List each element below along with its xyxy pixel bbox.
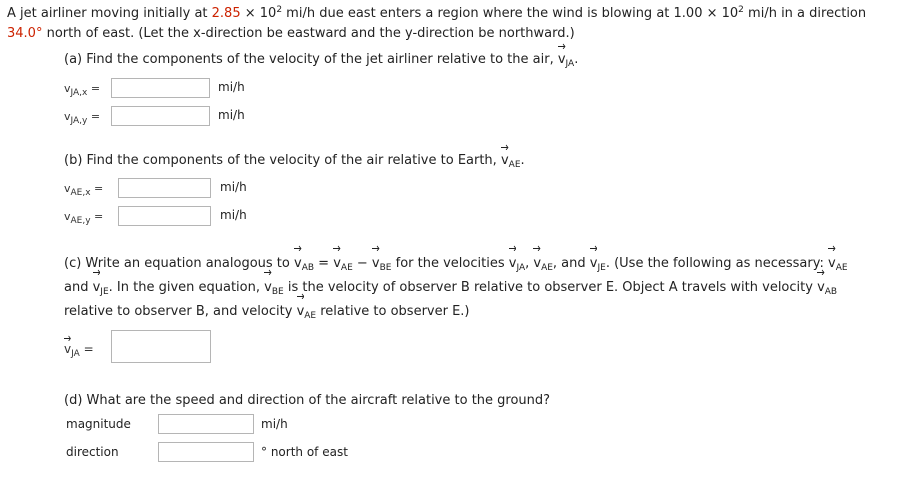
vector-symbol: v xyxy=(533,252,541,276)
vector-subscript: JA xyxy=(565,59,575,69)
vector-subscript: AE xyxy=(304,311,317,321)
vector-symbol: v xyxy=(509,252,517,276)
vae-x-input[interactable] xyxy=(118,178,211,198)
exponent: 2 xyxy=(738,5,744,15)
vector-subscript: BE xyxy=(379,263,392,273)
vector-subscript: JA xyxy=(71,349,80,359)
question-text: for the velocities xyxy=(391,256,509,271)
vector-subscript: JE xyxy=(597,263,606,273)
period: . xyxy=(520,153,525,168)
vector-subscript: AB xyxy=(301,263,315,273)
vector-arrow-icon xyxy=(558,43,566,49)
wind-angle: 34.0° xyxy=(7,26,43,41)
period: . xyxy=(574,52,579,67)
vja-answer-label xyxy=(64,342,94,359)
problem-text: × 10 xyxy=(240,6,277,21)
unit-label: ° north of east xyxy=(261,445,348,459)
vector-symbol: v xyxy=(297,300,305,324)
magnitude-label: magnitude xyxy=(66,417,131,431)
vector-arrow-icon xyxy=(501,144,509,150)
vector-arrow-icon xyxy=(264,269,272,275)
vector-symbol: v xyxy=(590,252,598,276)
problem-text: A jet airliner moving initially at xyxy=(7,6,212,21)
unit-label: mi/h xyxy=(218,108,245,122)
vector-arrow-icon xyxy=(533,245,541,251)
vja-y-label: $v_{JA,y}$ = xyxy=(64,110,101,126)
vector-arrow-icon xyxy=(509,245,517,251)
magnitude-input[interactable] xyxy=(158,414,254,434)
part-c-question xyxy=(64,252,909,324)
vector-symbol: v xyxy=(501,151,509,171)
direction-label: direction xyxy=(66,445,119,459)
vector-subscript: AE xyxy=(508,160,521,170)
problem-text: mi/h due east enters a region where the wind is blowing at 1.00 × 10 xyxy=(282,6,739,21)
vector-symbol: v xyxy=(828,252,836,276)
question-text: , xyxy=(525,256,534,271)
vector-subscript: BE xyxy=(271,287,284,297)
part-b-question xyxy=(64,151,525,171)
vector-subscript: AB xyxy=(824,287,838,297)
vae-x-label: $v_{AE,x}$ = xyxy=(64,182,104,198)
vector-arrow-icon xyxy=(297,293,305,299)
problem-statement xyxy=(7,4,912,44)
vector-arrow-icon xyxy=(372,245,380,251)
problem-text: mi/h in a direction xyxy=(743,6,867,21)
equals-sign: = xyxy=(79,342,94,356)
question-text: and xyxy=(64,280,93,295)
vector-arrow-icon xyxy=(294,245,302,251)
vja-x-label: $v_{JA,x}$ = xyxy=(64,82,101,98)
vector-symbol: v xyxy=(558,50,566,70)
unit-label: mi/h xyxy=(220,180,247,194)
unit-label: mi/h xyxy=(218,80,245,94)
question-text: (b) Find the components of the velocity of the air relative to Earth, xyxy=(64,153,501,168)
vector-subscript: JE xyxy=(100,287,109,297)
vector-arrow-icon xyxy=(93,269,101,275)
vector-arrow-icon xyxy=(590,245,598,251)
question-text: , and xyxy=(552,256,590,271)
vector-arrow-icon xyxy=(333,245,341,251)
vector-symbol: v xyxy=(93,276,101,300)
vector-subscript: AE xyxy=(835,263,848,273)
unit-label: mi/h xyxy=(261,417,288,431)
part-a-question xyxy=(64,50,578,70)
vector-symbol: v xyxy=(333,252,341,276)
vector-symbol: v xyxy=(264,276,272,300)
jet-speed-mantissa: 2.85 xyxy=(211,6,241,21)
unit-label: mi/h xyxy=(220,208,247,222)
question-text: = xyxy=(314,256,334,271)
direction-input[interactable] xyxy=(158,442,254,462)
exponent: 2 xyxy=(276,5,283,15)
vector-arrow-icon xyxy=(817,269,825,275)
vae-y-input[interactable] xyxy=(118,206,211,226)
vector-symbol: v xyxy=(817,276,825,300)
question-text: . In the given equation, xyxy=(108,280,265,295)
vector-arrow-icon xyxy=(64,335,71,341)
vector-subscript: AE xyxy=(340,263,353,273)
question-text: relative to observer B, and velocity xyxy=(64,304,297,319)
question-text: is the velocity of observer B relative to observer E. Object A travels with velocity xyxy=(283,280,818,295)
vja-x-input[interactable] xyxy=(111,78,210,98)
vector-symbol: v xyxy=(64,342,71,356)
part-d-question: (d) What are the speed and direction of the aircraft relative to the ground? xyxy=(64,393,551,408)
question-text: − xyxy=(352,256,372,271)
question-text: (a) Find the components of the velocity of the jet airliner relative to the air, xyxy=(64,52,558,67)
question-text: . (Use the following as necessary: xyxy=(605,256,828,271)
vae-y-label: $v_{AE,y}$ = xyxy=(64,210,104,226)
vector-symbol: v xyxy=(294,252,302,276)
vector-subscript: AE xyxy=(541,263,553,273)
vector-arrow-icon xyxy=(828,245,836,251)
question-text: relative to observer E.) xyxy=(316,304,470,319)
vja-y-input[interactable] xyxy=(111,106,210,126)
vja-equation-input[interactable] xyxy=(111,330,211,363)
vector-subscript: JA xyxy=(516,263,526,273)
problem-text: north of east. (Let the x-direction be eastward and the y-direction be northward.) xyxy=(42,26,575,41)
vector-symbol: v xyxy=(372,252,380,276)
question-text: (c) Write an equation analogous to xyxy=(64,256,294,271)
